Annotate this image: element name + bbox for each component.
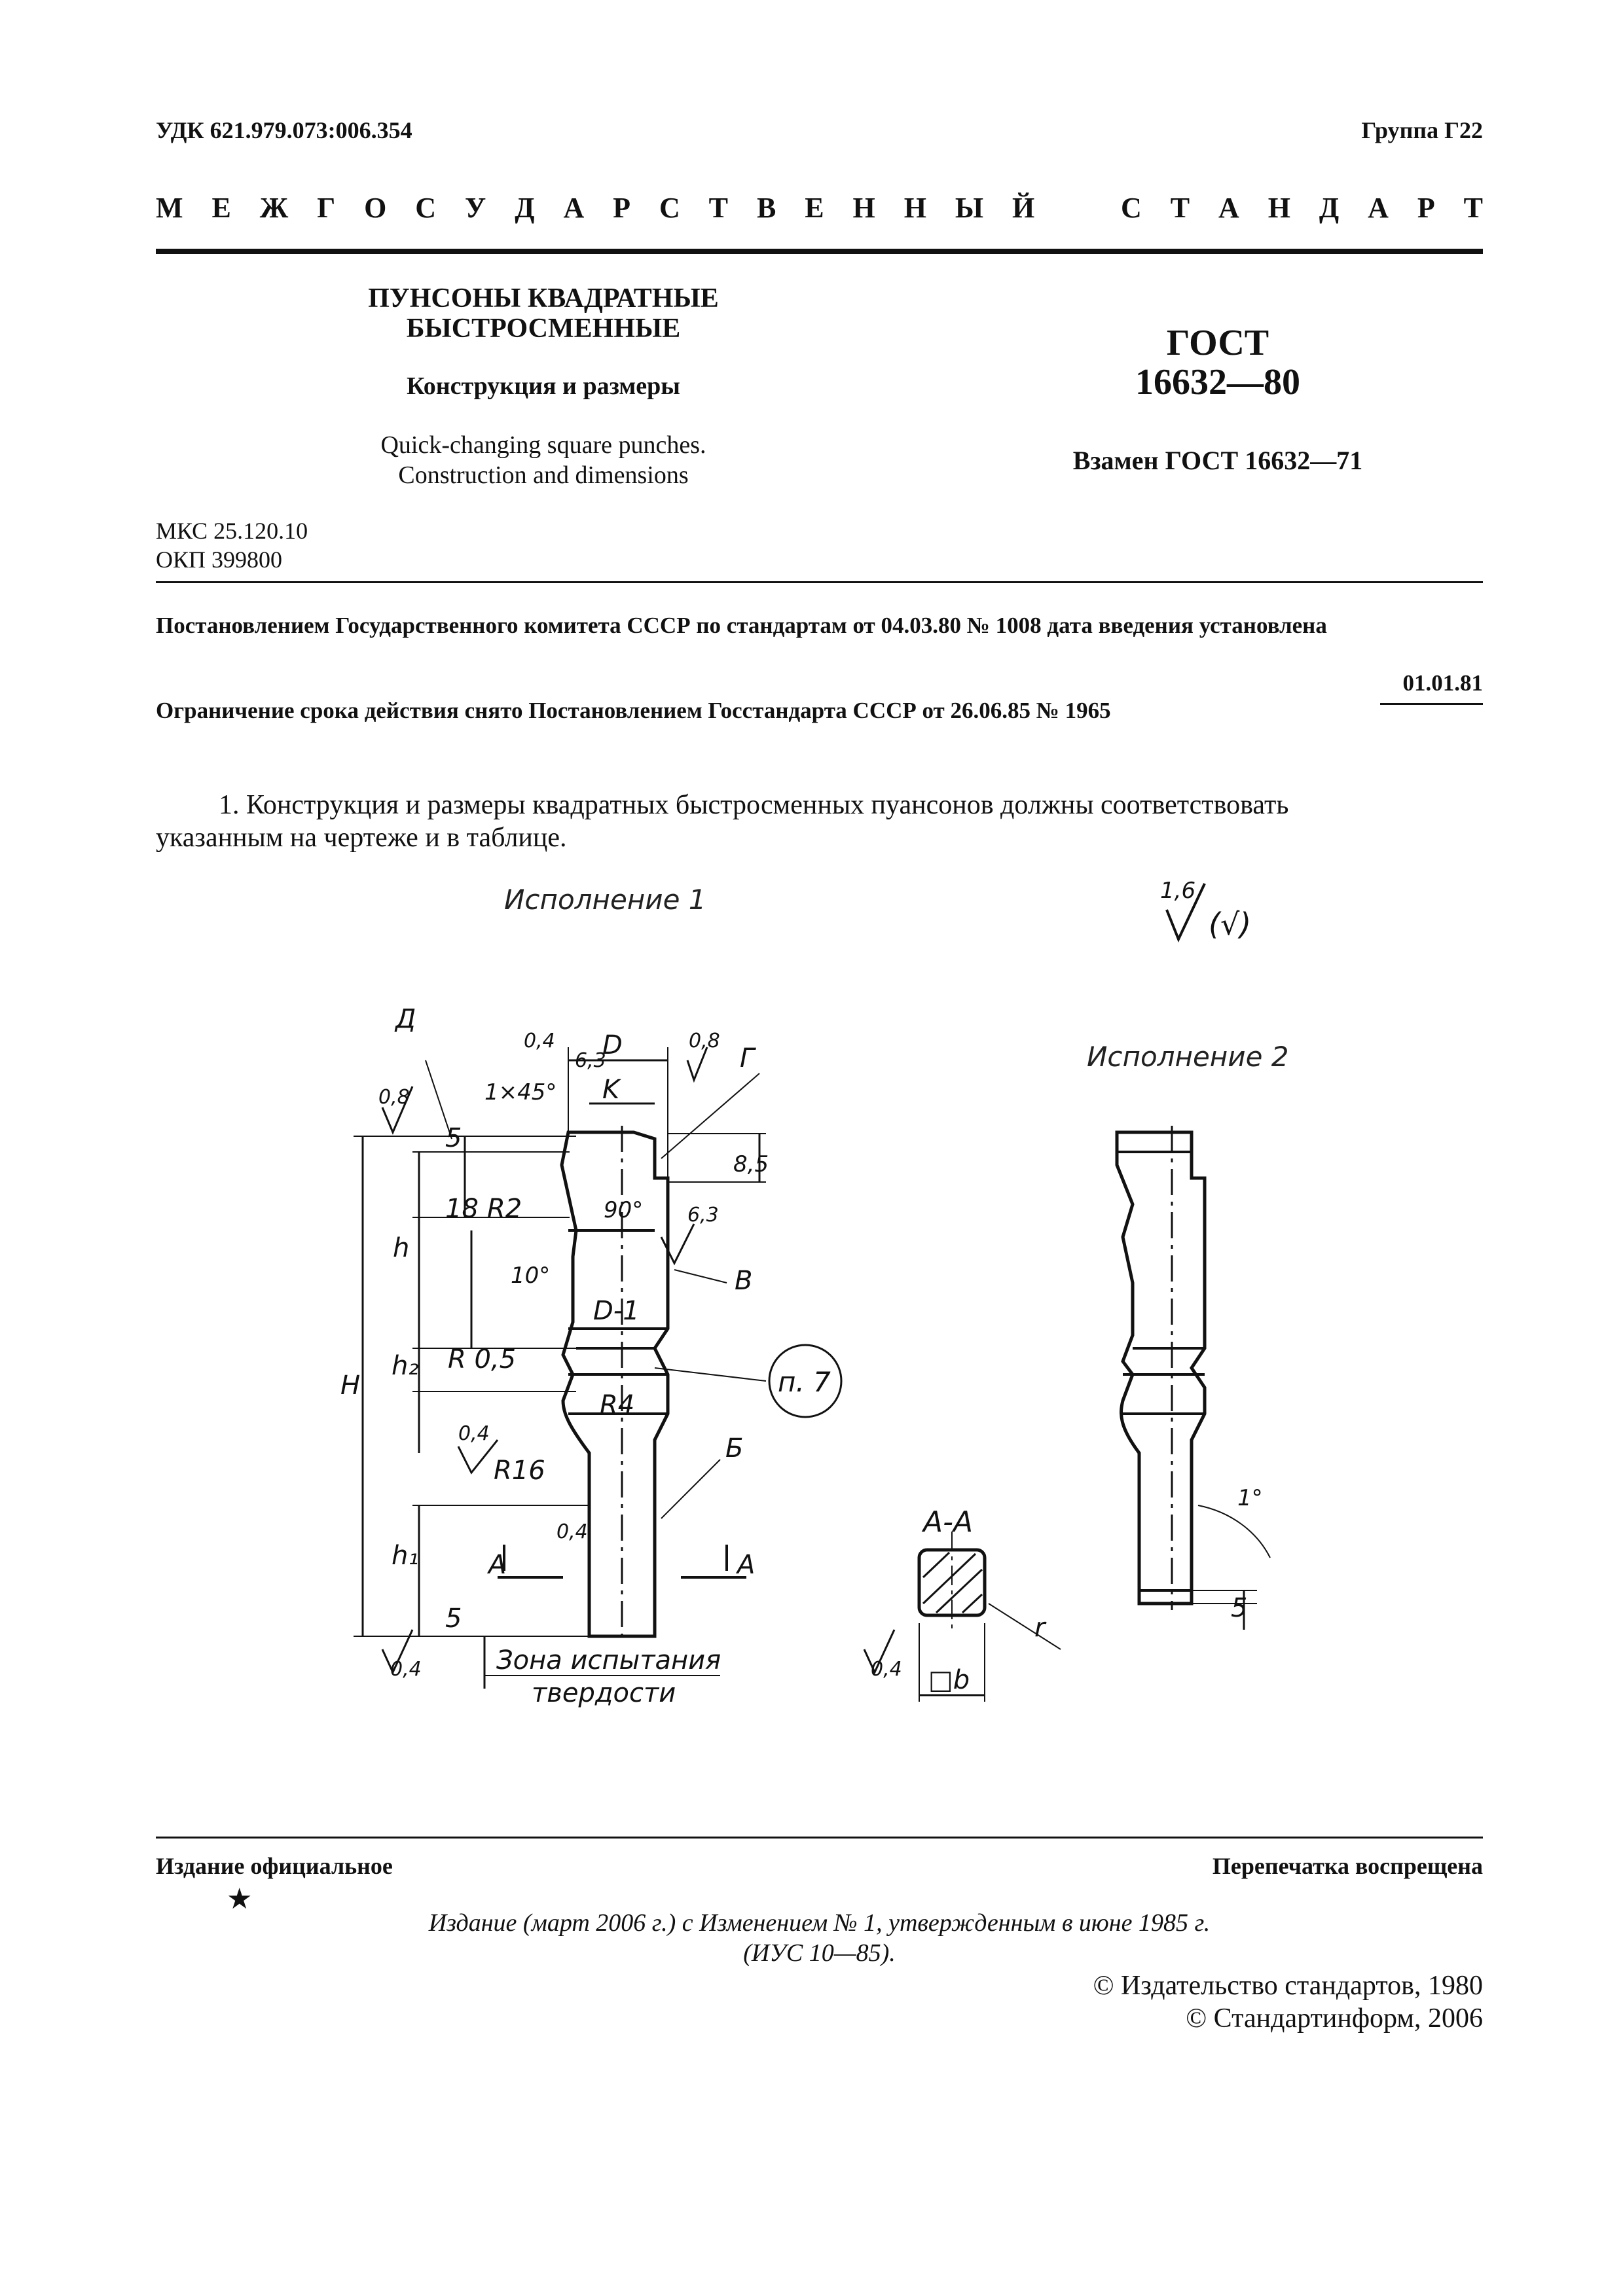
gost-number: 16632—80 <box>1135 362 1300 403</box>
body-paragraph-line-2: указанным на чертеже и в таблице. <box>156 823 567 853</box>
label-A-right: А <box>737 1550 756 1580</box>
gost-label: ГОСТ <box>1166 323 1269 363</box>
dim-8-5: 8,5 <box>733 1151 769 1177</box>
decree-limitation: Ограничение срока действия снято Постановлением Госстандарта СССР от 26.06.85 № 1965 <box>156 698 1111 723</box>
label-R05: R 0,5 <box>448 1344 517 1374</box>
dim-label-D1: D-1 <box>593 1296 640 1326</box>
dim-label-h1: h₁ <box>392 1541 419 1571</box>
mks-code: МКС 25.120.10 <box>156 518 308 544</box>
angle-90: 90° <box>604 1197 644 1223</box>
star-mark: ★ <box>227 1883 253 1915</box>
note-reference-label: п. 7 <box>778 1366 831 1398</box>
reprint-notice: Перепечатка воспрещена <box>1212 1853 1483 1879</box>
chamfer-label: 1×45° <box>484 1079 557 1105</box>
decree-date: 01.01.81 <box>1402 670 1483 696</box>
angle-10: 10° <box>511 1263 551 1289</box>
roughness-0-4-bottom: 0,4 <box>390 1658 422 1681</box>
dim-18: 18 <box>445 1194 479 1224</box>
dim-label-K: K <box>602 1075 620 1105</box>
roughness-0-4-mid: 0,4 <box>458 1422 490 1445</box>
body-paragraph-line-1: 1. Конструкция и размеры квадратных быстросменных пуансонов должны соответствовать <box>219 790 1289 820</box>
label-A-left: А <box>488 1550 507 1580</box>
label-R4: R4 <box>600 1390 635 1420</box>
roughness-0-8-right: 0,8 <box>689 1030 720 1052</box>
title-bottom-rule <box>156 581 1483 583</box>
label-R2: R2 <box>487 1194 522 1224</box>
roughness-0-4-top: 0,4 <box>524 1030 555 1052</box>
edition-note-1: Издание (март 2006 г.) с Изменением № 1, утвержденным в июне 1985 г. <box>428 1909 1211 1937</box>
okp-code: ОКП 399800 <box>156 547 283 573</box>
roughness-0-4-shank: 0,4 <box>556 1520 588 1543</box>
standard-type-banner: М Е Ж Г О С У Д А Р С Т В Е Н Н Ы Й С Т А Н Д А Р Т <box>156 192 1483 224</box>
roughness-6-3-top: 6,3 <box>575 1049 606 1072</box>
hardness-zone-line-2: твердости <box>532 1678 676 1708</box>
title-subtitle: Конструкция и размеры <box>407 372 680 400</box>
roughness-6-3-side: 6,3 <box>687 1204 719 1227</box>
copyright-2006: © Стандартинформ, 2006 <box>1186 2003 1483 2034</box>
label-G: Г <box>740 1043 755 1073</box>
title-line-2: БЫСТРОСМЕННЫЕ <box>406 314 681 344</box>
variant-2-label: Исполнение 2 <box>1087 1041 1289 1073</box>
title-english-2: Construction and dimensions <box>398 461 689 489</box>
roughness-0-8-left: 0,8 <box>378 1086 410 1109</box>
punch-outline-v2 <box>1117 1132 1205 1604</box>
dim-label-h: h <box>393 1233 410 1263</box>
edition-note-2: (ИУС 10—85). <box>743 1939 896 1967</box>
title-line-1: ПУНСОНЫ КВАДРАТНЫЕ <box>368 283 719 314</box>
title-english-1: Quick-changing square punches. <box>380 431 706 459</box>
label-D-cyr: Д <box>395 1004 416 1034</box>
copyright-1980: © Издательство стандартов, 1980 <box>1093 1971 1483 2001</box>
label-square-b: □b <box>928 1665 970 1695</box>
dim-5-v2: 5 <box>1231 1593 1248 1623</box>
dim-5-top: 5 <box>445 1123 462 1153</box>
label-B: Б <box>725 1433 744 1463</box>
technical-drawing <box>0 851 1623 1734</box>
label-r: r <box>1034 1613 1046 1643</box>
udk-code: УДК 621.979.073:006.354 <box>156 117 412 143</box>
label-V: В <box>735 1266 753 1296</box>
label-R16: R16 <box>494 1456 545 1486</box>
roughness-paren: (√) <box>1209 906 1252 942</box>
dim-label-h2: h₂ <box>392 1351 419 1381</box>
hardness-zone-line-1: Зона испытания <box>496 1645 721 1676</box>
roughness-main-value: 1,6 <box>1160 878 1196 904</box>
dim-label-D: D <box>602 1030 623 1060</box>
official-edition: Издание официальное <box>156 1853 393 1879</box>
angle-1: 1° <box>1237 1485 1263 1511</box>
gost-replaces: Взамен ГОСТ 16632—71 <box>1072 446 1363 475</box>
top-heavy-rule <box>156 249 1483 254</box>
dim-5-bottom: 5 <box>445 1604 462 1634</box>
dim-label-H: H <box>340 1371 361 1401</box>
date-underline <box>1380 703 1483 705</box>
group-code: Группа Г22 <box>1361 117 1483 143</box>
roughness-0-4-section: 0,4 <box>871 1658 902 1681</box>
section-label: А-А <box>923 1505 974 1539</box>
decree-text: Постановлением Государственного комитета СССР по стандартам от 04.03.80 № 1008 дата введения установлена <box>156 613 1327 638</box>
footer-rule <box>156 1837 1483 1839</box>
variant-1-label: Исполнение 1 <box>504 884 706 916</box>
